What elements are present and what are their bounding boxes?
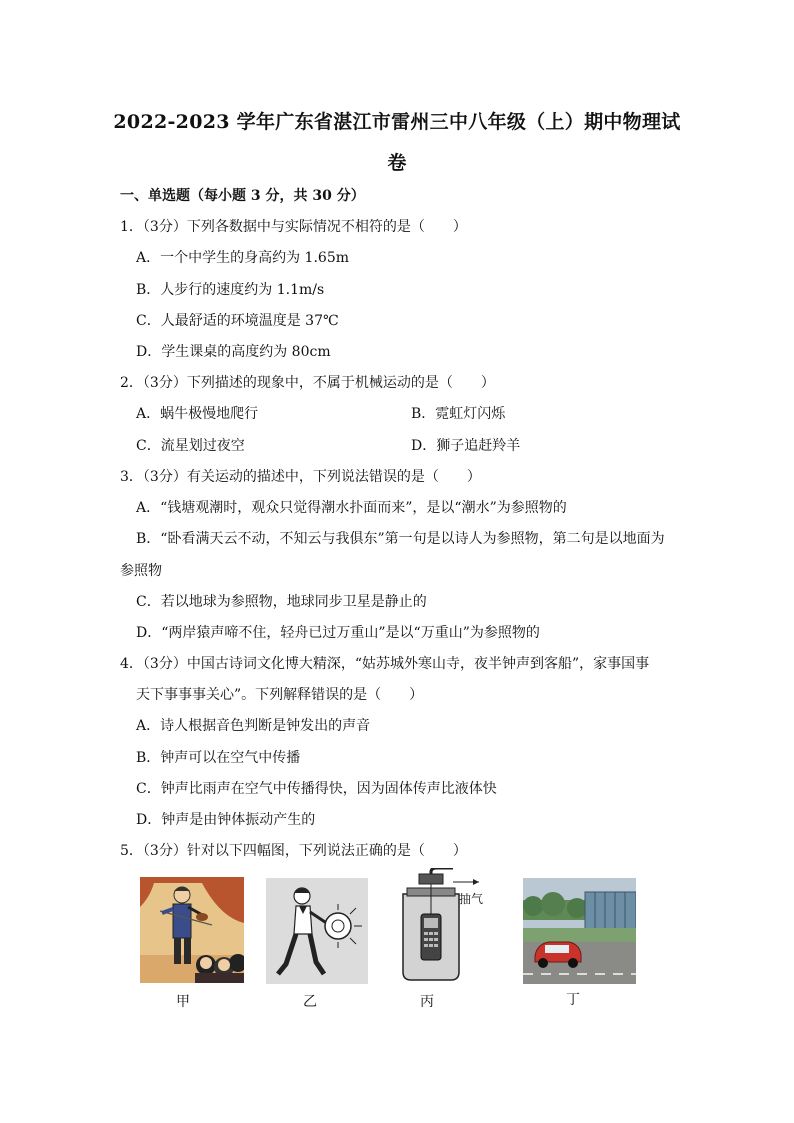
- q2-stem: 2．（3分）下列描述的现象中，不属于机械运动的是（ ）: [120, 375, 495, 391]
- q3-option-c: C．若以地球为参照物，地球同步卫星是静止的: [136, 594, 427, 610]
- figure-bell-jar-phone: [393, 868, 493, 984]
- q2-option-d: D．狮子追赶羚羊: [411, 438, 521, 454]
- q4-option-a: A．诗人根据音色判断是钟发出的声音: [136, 718, 371, 734]
- q3-option-d: D．“两岸猿声啼不住，轻舟已过万重山”是以“万重山”为参照物的: [136, 625, 540, 641]
- q4-option-d: D．钟声是由钟体振动产生的: [136, 812, 316, 828]
- q1-option-b: B．人步行的速度约为 1.1m/s: [136, 282, 325, 298]
- q1-stem: 1．（3分）下列各数据中与实际情况不相符的是（ ）: [120, 219, 467, 235]
- caption-yi: 乙: [303, 994, 317, 1010]
- q3-option-a: A．“钱塘观潮时，观众只觉得潮水扑面而来”，是以“潮水”为参照物的: [136, 500, 567, 516]
- figure-violinist: [140, 877, 244, 983]
- exam-title-line1: 2022-2023 学年广东省湛江市雷州三中八年级（上）期中物理试: [113, 111, 681, 133]
- q3-stem: 3．（3分）有关运动的描述中，下列说法错误的是（ ）: [120, 469, 481, 485]
- exam-title-line2: 卷: [387, 152, 407, 174]
- section-heading: 一、单选题（每小题 3 分，共 30 分）: [120, 188, 365, 204]
- figure-road-sound-barrier: [523, 878, 636, 984]
- figure-drummer: [266, 878, 368, 984]
- q2-option-c: C．流星划过夜空: [136, 438, 245, 454]
- q2-option-b: B．霓虹灯闪烁: [411, 406, 506, 422]
- q4-stem-line1: 4．（3分）中国古诗词文化博大精深，“姑苏城外寒山寺，夜半钟声到客船”，家事国事: [120, 656, 650, 672]
- pump-label: 抽气: [459, 892, 484, 906]
- q4-stem-line2: 天下事事事关心”。下列解释错误的是（ ）: [136, 687, 424, 703]
- q5-stem: 5．（3分）针对以下四幅图，下列说法正确的是（ ）: [120, 843, 467, 859]
- q3-option-b-line1: B．“卧看满天云不动，不知云与我俱东”第一句是以诗人为参照物，第二句是以地面为: [136, 531, 665, 547]
- q1-option-d: D．学生课桌的高度约为 80cm: [136, 344, 331, 360]
- caption-ding: 丁: [566, 992, 580, 1008]
- q1-option-c: C．人最舒适的环境温度是 37℃: [136, 313, 339, 329]
- q2-option-a: A．蜗牛极慢地爬行: [136, 406, 259, 422]
- q4-option-b: B．钟声可以在空气中传播: [136, 750, 301, 766]
- q4-option-c: C．钟声比雨声在空气中传播得快，因为固体传声比液体快: [136, 781, 497, 797]
- q3-option-b-line2: 参照物: [120, 563, 162, 579]
- caption-bing: 丙: [420, 994, 434, 1010]
- caption-jia: 甲: [176, 994, 190, 1010]
- q1-option-a: A．一个中学生的身高约为 1.65m: [136, 250, 350, 266]
